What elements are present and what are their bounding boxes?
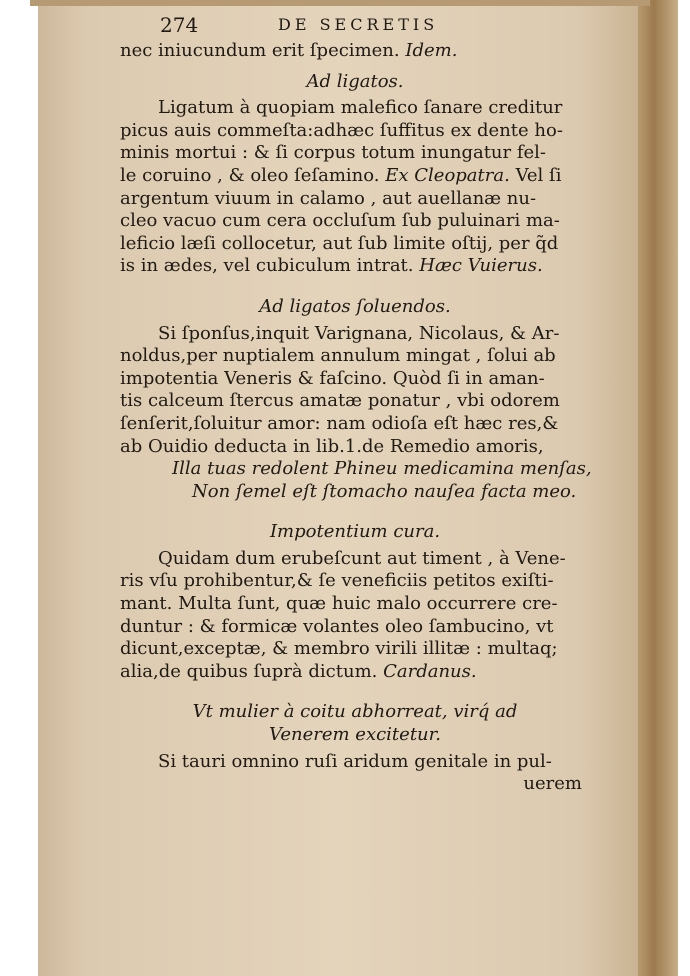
text-line xyxy=(120,255,590,278)
source-citation: Hæc Vuierus. xyxy=(419,255,543,277)
text-line: dicunt,exceptæ, & membro virili illitæ : multaq; xyxy=(120,638,558,660)
verse-line: Illa tuas redolent Phineu medicamina menſas, xyxy=(172,458,592,480)
text-fragment: Vel ſi xyxy=(515,164,562,186)
page-number: 274 xyxy=(160,13,199,37)
verse-quote xyxy=(120,458,590,503)
opening-source: Idem. xyxy=(405,40,458,61)
text-line: Si tauri omnino ruſi aridum genitale in pul- xyxy=(158,750,552,772)
text-line: Si ſponſus,inquit Varignana, Nicolaus, & Ar- xyxy=(158,322,560,344)
text-line: duntur : & formicæ volantes oleo ſambucino, vt xyxy=(120,615,554,637)
text-line: ris vſu prohibentur,& ſe veneficiis petitos exiſti- xyxy=(120,570,554,592)
verse-line: Non ſemel eſt ſtomacho nauſea facta meo. xyxy=(192,480,577,502)
text-line: picus auis commeſta:adhæc ſuffitus ex dente ho- xyxy=(120,119,563,141)
text-line: mant. Multa ſunt, quæ huic malo occurrere cre- xyxy=(120,593,558,615)
section-title-soluendos: Ad ligatos ſoluendos. xyxy=(259,295,451,317)
source-citation: Ex Cleopatra. xyxy=(385,164,510,186)
opening-line xyxy=(120,40,590,63)
text-fragment: is in ædes, vel cubiculum intrat. xyxy=(120,255,414,277)
running-header xyxy=(120,14,590,40)
text-fragment: alia,de quibus ſuprà dictum. xyxy=(120,660,378,682)
section-title-mulier-2: Venerem excitetur. xyxy=(269,724,441,746)
text-line: cleo vacuo cum cera occluſum ſub puluinari ma- xyxy=(120,210,560,232)
text-line: ab Ouidio deducta in lib.1.de Remedio amoris, xyxy=(120,435,544,457)
paragraph-ad-ligatos xyxy=(120,97,590,278)
page-text xyxy=(120,14,590,796)
text-line xyxy=(120,661,590,684)
source-citation: Cardanus. xyxy=(383,660,477,682)
catchword: uerem xyxy=(523,773,582,795)
opening-text: nec iniucundum erit ſpecimen. xyxy=(120,40,400,61)
text-line: impotentia Veneris & faſcino. Quòd ſi in aman- xyxy=(120,367,545,389)
page-edge xyxy=(638,0,678,976)
text-line: ſenſerit,ſoluitur amor: nam odioſa eſt hæc res,& xyxy=(120,412,559,434)
text-line xyxy=(120,165,590,188)
text-line: minis mortui : & ſi corpus totum inungatur fel- xyxy=(120,142,546,164)
text-line: Quidam dum erubeſcunt aut timent , à Vene- xyxy=(158,547,566,569)
section-title-impotentium: Impotentium cura. xyxy=(269,521,441,543)
text-line: leficio læſi collocetur, aut ſub limite oſtij, per q̃d xyxy=(120,232,559,254)
text-line: tis calceum ſtercus amatæ ponatur , vbi odorem xyxy=(120,390,560,412)
text-line: noldus,per nuptialem annulum mingat , ſolui ab xyxy=(120,345,556,367)
paragraph-soluendos xyxy=(120,323,590,459)
page-top-edge xyxy=(30,0,650,6)
text-line: argentum viuum in calamo , aut auellanæ nu- xyxy=(120,187,537,209)
paragraph-impotentium xyxy=(120,548,590,684)
running-title: DE SECRETIS xyxy=(278,15,439,34)
text-fragment: le coruino , & oleo ſeſamino. xyxy=(120,164,380,186)
section-title-mulier-1: Vt mulier à coitu abhorreat, virq́ ad xyxy=(192,701,518,723)
text-line: Ligatum à quopiam malefico ſanare creditur xyxy=(158,97,563,119)
section-title-ad-ligatos: Ad ligatos. xyxy=(306,70,404,92)
